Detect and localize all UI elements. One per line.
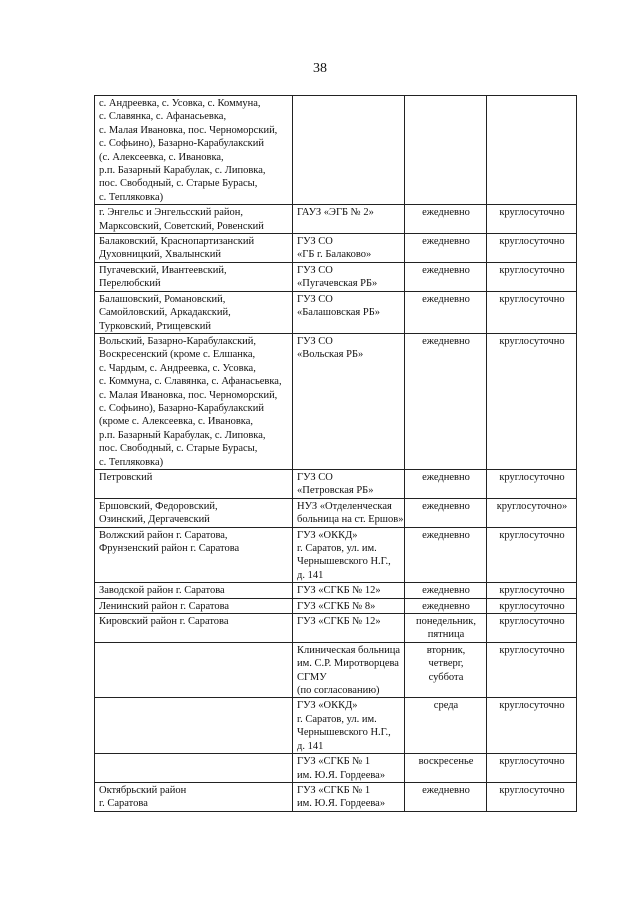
hours-cell (487, 291, 577, 333)
institution-cell (293, 754, 405, 783)
cell-line: круглосуточно (499, 784, 565, 796)
cell-line: ГУЗ СО (297, 293, 333, 305)
table-row (95, 782, 577, 811)
cell-line: ежедневно (422, 293, 470, 305)
cell-line: вторник, (426, 644, 466, 656)
hours-cell (487, 234, 577, 263)
cell-line: с. Малая Ивановка, пос. Черноморский, (99, 124, 278, 136)
cell-line: им. Ю.Я. Гордеева» (297, 798, 386, 810)
institution-cell (293, 205, 405, 234)
institution-cell (293, 527, 405, 583)
cell-line: ежедневно (422, 335, 470, 347)
table-row (95, 262, 577, 291)
cell-line: ежедневно (422, 207, 470, 219)
table-row (95, 498, 577, 527)
district-cell (95, 205, 293, 234)
hours-cell (487, 598, 577, 613)
cell-line: среда (433, 700, 459, 712)
days-cell (405, 469, 487, 498)
institution-cell (293, 598, 405, 613)
days-cell (405, 96, 487, 205)
cell-line: ежедневно (422, 585, 470, 597)
hours-cell (487, 754, 577, 783)
cell-line: с. Славянка, с. Афанасьевка, (99, 111, 227, 123)
cell-line: Воскресенский (кроме с. Елшанка, (99, 349, 256, 361)
district-cell (95, 642, 293, 698)
days-cell (405, 598, 487, 613)
table-row (95, 205, 577, 234)
cell-line: ГУЗ «СГКБ № 1 (297, 784, 371, 796)
cell-line: Балашовский, Романовский, (99, 293, 226, 305)
cell-line: «Петровская РБ» (297, 485, 374, 497)
institution-cell (293, 583, 405, 598)
cell-line: круглосуточно (499, 756, 565, 768)
cell-line: с. Андреевка, с. Усовка, с. Коммуна, (99, 98, 261, 109)
district-cell (95, 527, 293, 583)
institution-cell (293, 291, 405, 333)
institution-cell (293, 333, 405, 469)
cell-line: с. Софьино), Базарно-Карабулакский (99, 402, 265, 414)
cell-line: Клиническая больница (297, 644, 401, 656)
schedule-table (94, 95, 577, 812)
cell-line: им. С.Р. Миротворцева (297, 658, 399, 670)
table-row (95, 96, 577, 205)
cell-line: ГУЗ «ОККД» (297, 529, 358, 541)
table-row (95, 754, 577, 783)
cell-line: ГУЗ «СГКБ № 8» (297, 600, 376, 612)
cell-line: Кировский район г. Саратова (99, 616, 229, 628)
cell-line: г. Энгельс и Энгельсский район, (99, 207, 244, 219)
hours-cell (487, 698, 577, 754)
hours-cell (487, 614, 577, 643)
hours-cell (487, 642, 577, 698)
district-cell (95, 583, 293, 598)
institution-cell (293, 698, 405, 754)
days-cell (405, 583, 487, 598)
hours-cell (487, 583, 577, 598)
cell-line: ГУЗ «ОККД» (297, 700, 358, 712)
cell-line: Волжский район г. Саратова, (99, 529, 228, 541)
cell-line: круглосуточно (499, 207, 565, 219)
cell-line: Октябрьский район (99, 784, 187, 796)
table-row (95, 583, 577, 598)
table-row (95, 698, 577, 754)
district-cell (95, 96, 293, 205)
schedule-table-body (95, 96, 577, 812)
cell-line: «Пугачевская РБ» (297, 278, 378, 290)
cell-line: Вольский, Базарно-Карабулакский, (99, 335, 257, 347)
district-cell (95, 498, 293, 527)
cell-line: круглосуточно (499, 529, 565, 541)
cell-line: Петровский (99, 471, 153, 483)
district-cell (95, 333, 293, 469)
cell-line: воскресенье (418, 756, 474, 768)
hours-cell (487, 527, 577, 583)
days-cell (405, 782, 487, 811)
cell-line: (кроме с. Алексеевка, с. Ивановка, (99, 416, 254, 428)
institution-cell (293, 96, 405, 205)
district-cell (95, 698, 293, 754)
cell-line: с. Малая Ивановка, пос. Черноморский, (99, 389, 278, 401)
district-cell (95, 234, 293, 263)
district-cell (95, 598, 293, 613)
institution-cell (293, 498, 405, 527)
table-row (95, 333, 577, 469)
cell-line: Ершовский, Федоровский, (99, 500, 218, 512)
institution-cell (293, 469, 405, 498)
cell-line: с. Тепляковка) (99, 191, 164, 203)
district-cell (95, 614, 293, 643)
cell-line: ГУЗ СО (297, 264, 333, 276)
days-cell (405, 333, 487, 469)
cell-line: круглосуточно (499, 293, 565, 305)
cell-line: ежедневно (422, 529, 470, 541)
cell-line: круглосуточно (499, 700, 565, 712)
cell-line: Марксовский, Советский, Ровенский (99, 220, 264, 232)
days-cell (405, 698, 487, 754)
cell-line: круглосуточно (499, 264, 565, 276)
cell-line: Озинский, Дергачевский (99, 514, 210, 526)
cell-line: ГУЗ СО (297, 335, 333, 347)
cell-line: Самойловский, Аркадакский, (99, 307, 231, 319)
district-cell (95, 782, 293, 811)
cell-line: (с. Алексеевка, с. Ивановка, (99, 151, 224, 163)
cell-line: круглосуточно (499, 471, 565, 483)
cell-line: с. Чардым, с. Андреевка, с. Усовка, (99, 362, 256, 374)
cell-line: им. Ю.Я. Гордеева» (297, 769, 386, 781)
cell-line: Чернышевского Н.Г., (297, 556, 391, 568)
days-cell (405, 291, 487, 333)
institution-cell (293, 234, 405, 263)
cell-line: Заводской район г. Саратова (99, 585, 225, 597)
cell-line: Турковский, Ртищевский (99, 320, 212, 332)
institution-cell (293, 262, 405, 291)
cell-line: Перелюбский (99, 278, 161, 290)
days-cell (405, 527, 487, 583)
cell-line: пос. Свободный, с. Старые Бурасы, (99, 178, 258, 190)
cell-line: д. 141 (297, 569, 324, 581)
cell-line: Балаковский, Краснопартизанский (99, 236, 255, 248)
days-cell (405, 614, 487, 643)
table-row (95, 469, 577, 498)
cell-line: с. Тепляковка) (99, 456, 164, 468)
page-number: 38 (313, 61, 327, 76)
district-cell (95, 262, 293, 291)
cell-line: ГУЗ СО (297, 471, 333, 483)
cell-line: ГАУЗ «ЭГБ № 2» (297, 207, 374, 219)
cell-line: г. Саратов, ул. им. (297, 713, 377, 725)
days-cell (405, 498, 487, 527)
hours-cell (487, 96, 577, 205)
hours-cell (487, 469, 577, 498)
cell-line: круглосуточно (499, 600, 565, 612)
cell-line: г. Саратов, ул. им. (297, 543, 377, 554)
cell-line: НУЗ «Отделенческая (297, 500, 392, 512)
district-cell (95, 469, 293, 498)
table-row (95, 527, 577, 583)
cell-line: суббота (428, 671, 464, 683)
days-cell (405, 262, 487, 291)
cell-line: круглосуточно (499, 335, 565, 347)
cell-line: ГУЗ «СГКБ № 12» (297, 585, 381, 597)
district-cell (95, 754, 293, 783)
cell-line: круглосуточно (499, 236, 565, 248)
table-row (95, 598, 577, 613)
cell-line: с. Коммуна, с. Славянка, с. Афанасьевка, (99, 376, 282, 388)
cell-line: больница на ст. Ершов» (297, 514, 404, 526)
table-row (95, 614, 577, 643)
cell-line: Духовницкий, Хвалынский (99, 249, 221, 261)
cell-line: Чернышевского Н.Г., (297, 727, 391, 739)
cell-line: д. 141 (297, 740, 324, 752)
cell-line: пятница (427, 629, 465, 641)
cell-line: круглосуточно (499, 616, 565, 628)
days-cell (405, 754, 487, 783)
cell-line: СГМУ (297, 671, 327, 683)
hours-cell (487, 782, 577, 811)
cell-line: ежедневно (422, 500, 470, 512)
hours-cell (487, 262, 577, 291)
cell-line: р.п. Базарный Карабулак, с. Липовка, (99, 165, 266, 177)
hours-cell (487, 498, 577, 527)
cell-line: ГУЗ СО (297, 236, 333, 248)
district-cell (95, 291, 293, 333)
cell-line: Фрунзенский район г. Саратова (99, 543, 240, 554)
cell-line: ГУЗ «СГКБ № 12» (297, 616, 381, 628)
cell-line: понедельник, (415, 616, 476, 628)
cell-line: ежедневно (422, 600, 470, 612)
cell-line: ежедневно (422, 784, 470, 796)
cell-line: четверг, (428, 658, 464, 670)
cell-line: круглосуточно (499, 585, 565, 597)
cell-line: г. Саратова (99, 798, 148, 810)
cell-line: «Вольская РБ» (297, 349, 364, 361)
hours-cell (487, 333, 577, 469)
days-cell (405, 234, 487, 263)
table-row (95, 291, 577, 333)
cell-line: с. Софьино), Базарно-Карабулакский (99, 138, 265, 150)
hours-cell (487, 205, 577, 234)
cell-line: ежедневно (422, 264, 470, 276)
days-cell (405, 205, 487, 234)
cell-line: круглосуточно» (496, 500, 568, 512)
cell-line: «Балашовская РБ» (297, 307, 381, 319)
table-row (95, 642, 577, 698)
cell-line: ежедневно (422, 236, 470, 248)
table-row (95, 234, 577, 263)
institution-cell (293, 642, 405, 698)
cell-line: круглосуточно (499, 644, 565, 656)
cell-line: р.п. Базарный Карабулак, с. Липовка, (99, 429, 266, 441)
institution-cell (293, 782, 405, 811)
cell-line: пос. Свободный, с. Старые Бурасы, (99, 443, 258, 455)
cell-line: (по согласованию) (297, 685, 380, 697)
cell-line: Ленинский район г. Саратова (99, 600, 230, 612)
days-cell (405, 642, 487, 698)
cell-line: ГУЗ «СГКБ № 1 (297, 756, 371, 768)
cell-line: ежедневно (422, 471, 470, 483)
cell-line: Пугачевский, Ивантеевский, (99, 264, 227, 276)
institution-cell (293, 614, 405, 643)
cell-line: «ГБ г. Балаково» (297, 249, 372, 261)
